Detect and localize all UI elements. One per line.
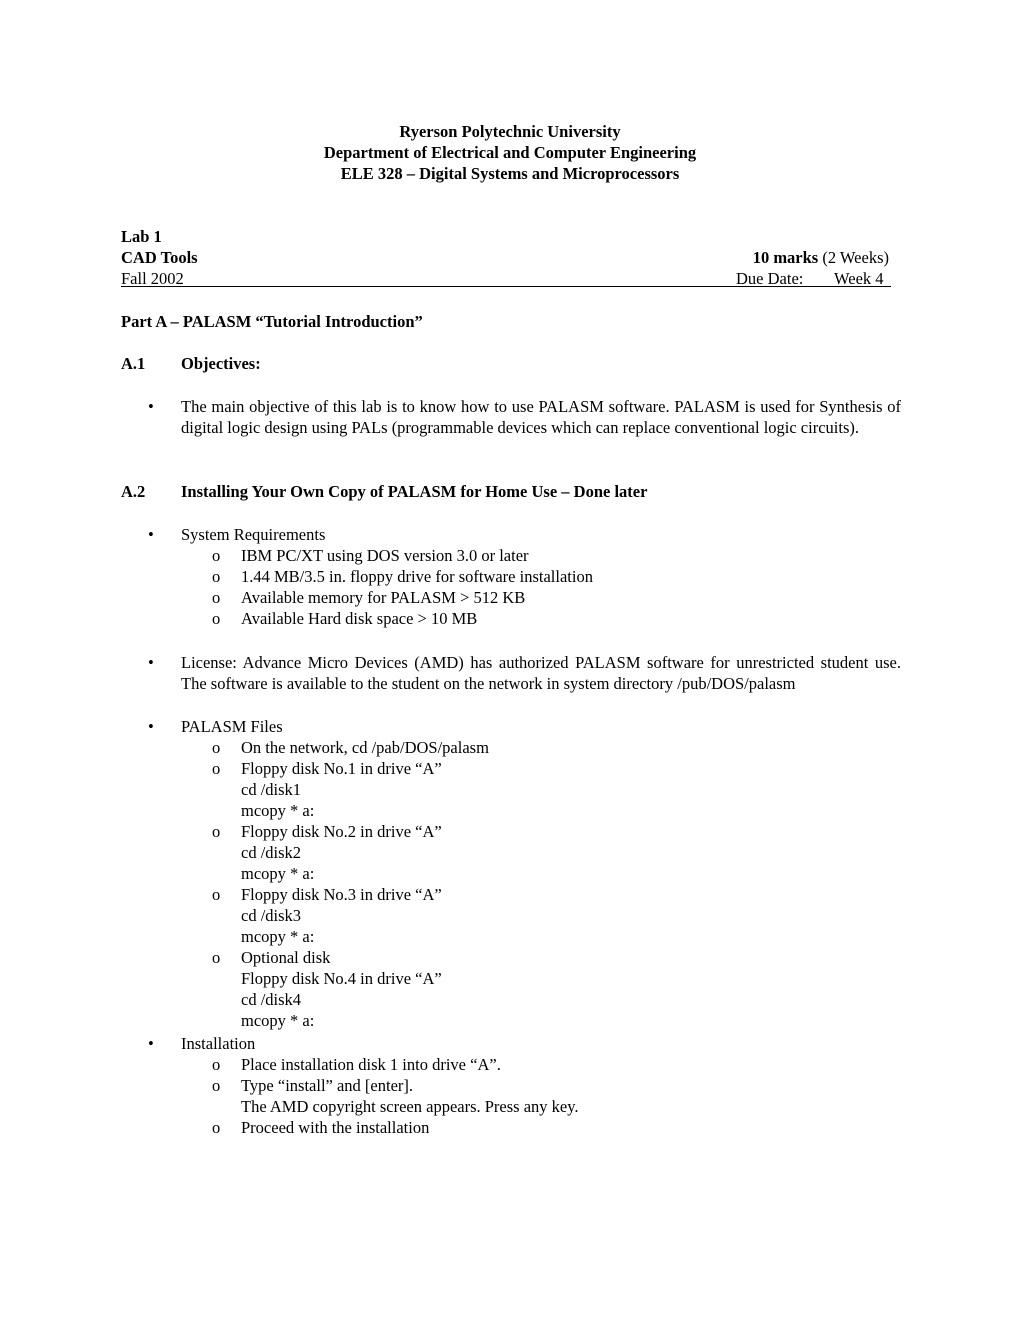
files-line: mcopy * a: bbox=[241, 927, 315, 946]
files-line: On the network, cd /pab/DOS/palasm bbox=[241, 738, 489, 757]
sub-bullet-icon: o bbox=[212, 759, 221, 778]
files-line: Floppy disk No.3 in drive “A” bbox=[241, 885, 442, 904]
course-title: ELE 328 – Digital Systems and Microprocessors bbox=[340, 164, 680, 183]
lab-marks bbox=[753, 247, 889, 268]
install-line: Type “install” and [enter]. bbox=[241, 1076, 414, 1095]
files-line: cd /disk3 bbox=[241, 906, 302, 925]
objectives-text: The main objective of this lab is to know how to use PALASM software. PALASM is used for Synthesis of digital logic design using PALs (programmable devices which can replace conventional logic circuits). bbox=[181, 397, 901, 437]
files-line: mcopy * a: bbox=[241, 801, 315, 820]
lab-title: CAD Tools bbox=[121, 248, 198, 267]
files-line: cd /disk2 bbox=[241, 843, 302, 862]
university-title: Ryerson Polytechnic University bbox=[399, 122, 621, 141]
files-label: PALASM Files bbox=[181, 717, 283, 736]
install-line: Place installation disk 1 into drive “A”. bbox=[241, 1055, 501, 1074]
sysreq-item: IBM PC/XT using DOS version 3.0 or later bbox=[241, 546, 529, 565]
sub-bullet-icon: o bbox=[212, 885, 221, 904]
part-a-heading: Part A – PALASM “Tutorial Introduction” bbox=[121, 312, 423, 331]
sysreq-item: 1.44 MB/3.5 in. floppy drive for software installation bbox=[241, 567, 593, 586]
a1-number: A.1 bbox=[121, 354, 146, 373]
bullet-icon: • bbox=[148, 653, 154, 672]
files-line: cd /disk4 bbox=[241, 990, 302, 1009]
sysreq-item: Available memory for PALASM > 512 KB bbox=[241, 588, 526, 607]
a1-title: Objectives: bbox=[181, 354, 261, 373]
sub-bullet-icon: o bbox=[212, 1076, 221, 1095]
sysreq-item: Available Hard disk space > 10 MB bbox=[241, 609, 478, 628]
bullet-icon: • bbox=[148, 1034, 154, 1053]
sub-bullet-icon: o bbox=[212, 609, 221, 628]
install-label: Installation bbox=[181, 1034, 256, 1053]
install-line: Proceed with the installation bbox=[241, 1118, 430, 1137]
files-line: Floppy disk No.1 in drive “A” bbox=[241, 759, 442, 778]
sub-bullet-icon: o bbox=[212, 1055, 221, 1074]
files-line: Optional disk bbox=[241, 948, 331, 967]
marks-duration: (2 Weeks) bbox=[818, 248, 889, 267]
marks-value: 10 marks bbox=[752, 248, 819, 267]
files-line: mcopy * a: bbox=[241, 864, 315, 883]
license-text: License: Advance Micro Devices (AMD) has authorized PALASM software for unrestricted student use. The software is available to the student on the network in system directory /pub/DOS/palasm bbox=[181, 653, 901, 693]
sub-bullet-icon: o bbox=[212, 546, 221, 565]
sub-bullet-icon: o bbox=[212, 1118, 221, 1137]
sub-bullet-icon: o bbox=[212, 948, 221, 967]
install-line: The AMD copyright screen appears. Press any key. bbox=[241, 1097, 579, 1116]
bullet-icon: • bbox=[148, 397, 154, 416]
department-title: Department of Electrical and Computer Engineering bbox=[323, 143, 697, 162]
lab-term: Fall 2002 bbox=[121, 269, 184, 288]
sysreq-label: System Requirements bbox=[181, 525, 326, 544]
a2-number: A.2 bbox=[121, 482, 146, 501]
header-rule bbox=[121, 286, 891, 287]
sub-bullet-icon: o bbox=[212, 567, 221, 586]
due-date-label: Due Date: bbox=[736, 269, 804, 288]
bullet-icon: • bbox=[148, 717, 154, 736]
lab-number: Lab 1 bbox=[121, 227, 162, 246]
files-line: Floppy disk No.4 in drive “A” bbox=[241, 969, 442, 988]
due-date-value: Week 4 bbox=[834, 269, 884, 288]
files-line: mcopy * a: bbox=[241, 1011, 315, 1030]
files-line: cd /disk1 bbox=[241, 780, 302, 799]
sub-bullet-icon: o bbox=[212, 822, 221, 841]
sub-bullet-icon: o bbox=[212, 588, 221, 607]
a2-title: Installing Your Own Copy of PALASM for Home Use – Done later bbox=[181, 482, 648, 501]
bullet-icon: • bbox=[148, 525, 154, 544]
sub-bullet-icon: o bbox=[212, 738, 221, 757]
files-line: Floppy disk No.2 in drive “A” bbox=[241, 822, 442, 841]
